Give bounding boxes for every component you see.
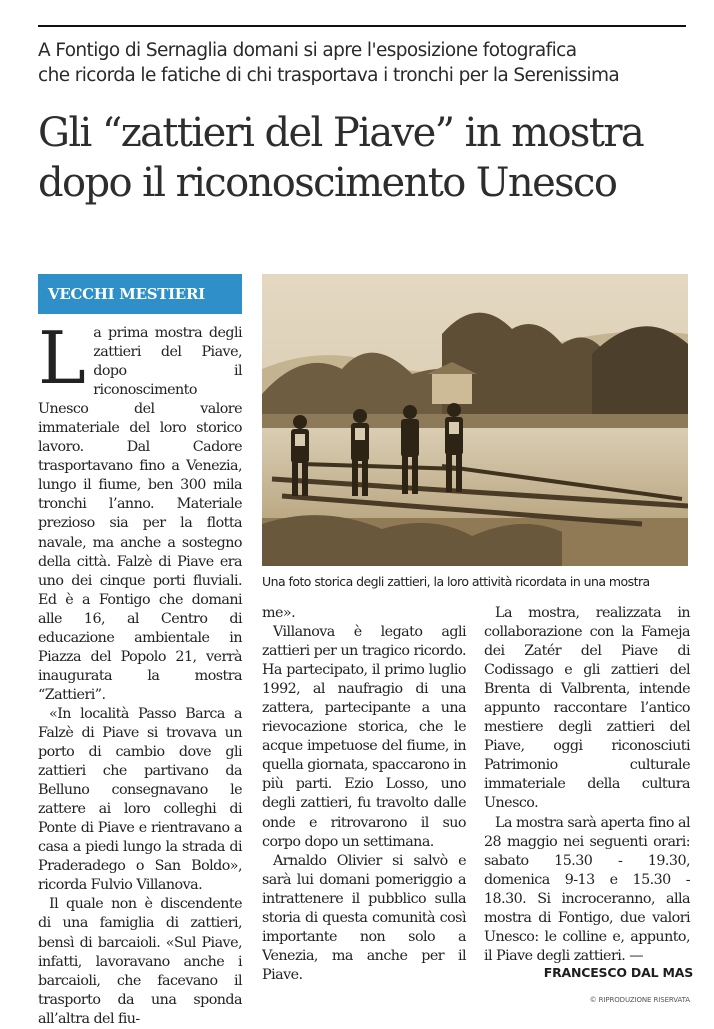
- historic-photo: [262, 274, 688, 566]
- copyright-notice: © RIPRODUZIONE RISERVATA: [589, 996, 690, 1004]
- article-paragraph-6: La mostra, realizzata in collaborazione con la Fameja dei Zatér del Piave di Codissago e gli zattieri del Brenta di Valbrenta, intende appunto raccontare l’antico mestiere degli zattieri del Piave, oggi riconosciuti Patrimonio culturale immateriale della cultura Unesco.: [484, 605, 690, 812]
- kicker: [38, 38, 698, 88]
- photo-illustration: [262, 274, 688, 566]
- photo-caption: Una foto storica degli zattieri, la loro attività ricordata in una mostra: [262, 574, 650, 589]
- article-column-2: [262, 604, 466, 985]
- article-paragraph-7: La mostra sarà aperta fino al 28 maggio nei seguenti orari: sabato 15.30 - 19.30, domenica 9-13 e 15.30 - 18.30. Si incroceranno, alla mostra di Fontigo, due valori Unesco: le colline e, appunto, il Piave degli zattieri. —: [484, 814, 690, 964]
- headline-line-2: dopo il riconoscimento Unesco: [38, 160, 617, 206]
- article-column-3: [484, 604, 690, 966]
- kicker-line-2: che ricorda le fatiche di chi trasportava i tronchi per la Serenissima: [38, 65, 620, 86]
- article-paragraph-5: Arnaldo Olivier si salvò e sarà lui domani pomeriggio a intrattenere il pubblico sulla storia di questa comunità così importante non solo a Venezia, ma anche per il Piave.: [262, 852, 466, 983]
- drop-cap: L: [38, 316, 86, 400]
- byline: FRANCESCO DAL MAS: [543, 965, 693, 980]
- headline: [38, 108, 708, 208]
- section-tag: VECCHI MESTIERI: [38, 274, 242, 314]
- article-paragraph-4: Villanova è legato agli zattieri per un tragico ricordo. Ha partecipato, il primo luglio 1992, al naufragio di una zattera, partecipante a una rievocazione storica, che le acque impetuose del fiume, in quella giornata, spaccarono in più parti. Ezio Losso, uno degli zattieri, fu travolto dalle onde e ritrovarono il suo corpo dopo un settimana.: [262, 624, 466, 850]
- kicker-line-1: A Fontigo di Sernaglia domani si apre l'esposizione fotografica: [38, 40, 577, 61]
- article-paragraph-3-continued: me».: [262, 605, 296, 621]
- headline-line-1: Gli “zattieri del Piave” in mostra: [38, 110, 644, 156]
- article-paragraph-2: «In località Passo Barca a Falzè di Piave si trovava un porto di cambio dove gli zattieri che partivano da Belluno consegnavano le zattere ai loro colleghi di Ponte di Piave e rientravano a casa a piedi lungo la strada di Praderadego o San Boldo», ricorda Fulvio Villanova.: [38, 705, 242, 894]
- article-column-1: [38, 316, 242, 1029]
- top-rule: [38, 25, 686, 27]
- article-paragraph-1: [38, 316, 242, 705]
- article-paragraph-1-text: a prima mostra degli zattieri del Piave, dopo il riconoscimento Unesco del valore immateriale del loro storico lavoro. Dal Cadore trasportavano fino a Venezia, lungo il fiume, ben 300 mila tronchi l’anno. Materiale prezioso sia per la flotta navale, ma anche a sostegno della città. Falzè di Piave era uno dei cinque porti fluviali. Ed è a Fontigo che domani alle 16, al Centro di educazione ambientale in Piazza del Popolo 21, verrà inaugurata la mostra “Zattieri”.: [38, 325, 242, 703]
- article-paragraph-3: Il quale non è discendente di una famiglia di zattieri, bensì di barcaioli. «Sul Piave, infatti, lavoravano anche i barcaioli, che facevano il trasporto da una sponda all’altra del fiu-: [38, 896, 242, 1027]
